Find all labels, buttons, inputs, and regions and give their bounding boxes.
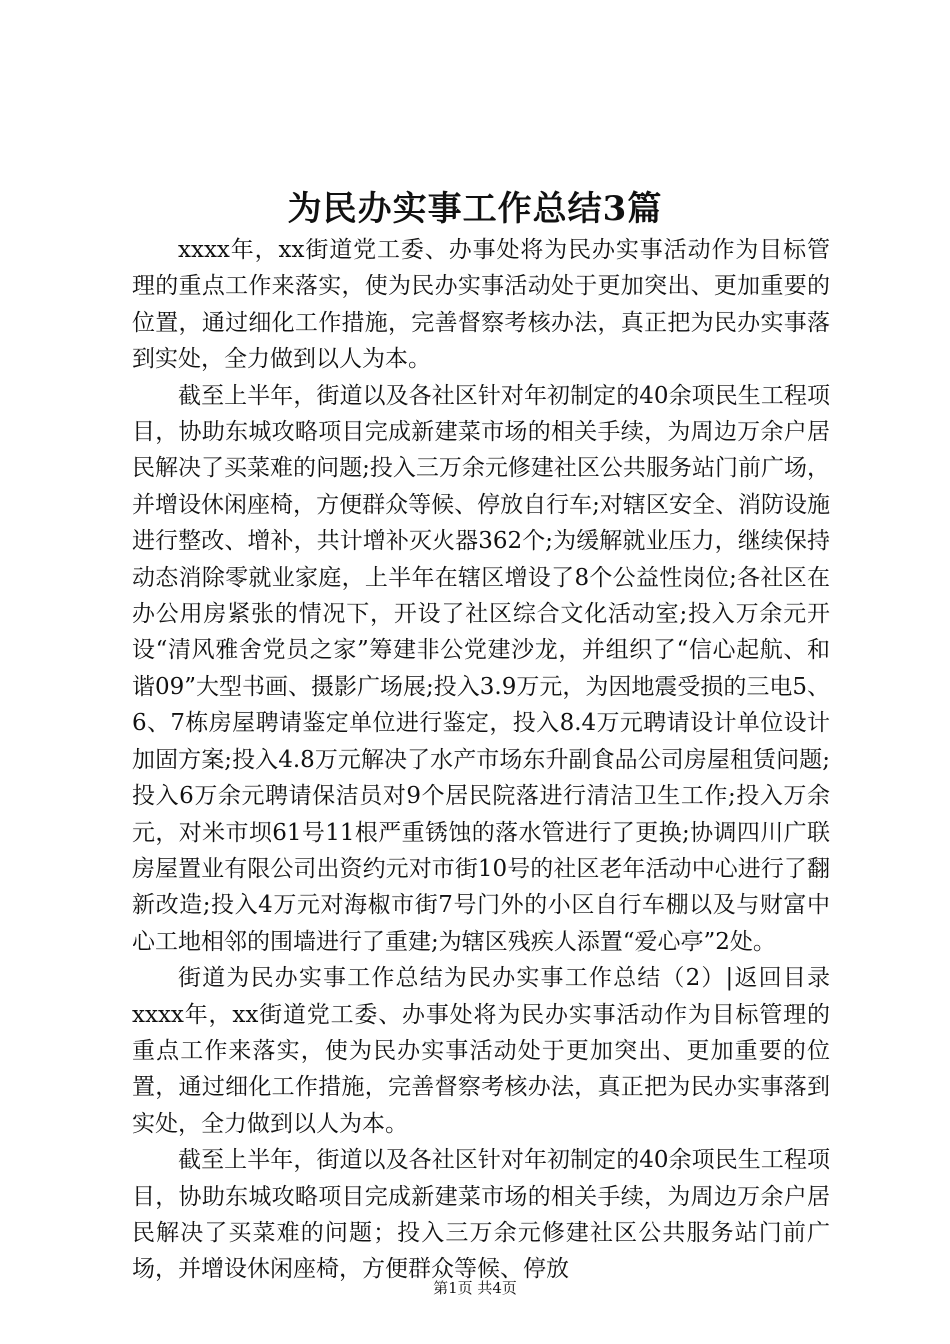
paragraph: 街道为民办实事工作总结为民办实事工作总结（2）|返回目录xxxx年，xx街道党工委、办事处将为民办实事活动作为目标管理的重点工作来落实，使为民办实事活动处于更加突出、更加重要的位置，通过细化工作措施，完善督察考核办法，真正把为民办实事落到实处，全力做到以人为本。 — [132, 965, 830, 1137]
paragraph: 截至上半年，街道以及各社区针对年初制定的40余项民生工程项目，协助东城攻略项目完成新建菜市场的相关手续，为周边万余户居民解决了买菜难的问题；投入三万余元修建社区公共服务站门前广场，并增设休闲座椅，方便群众等候、停放 — [132, 1147, 830, 1283]
paragraph: 截至上半年，街道以及各社区针对年初制定的40余项民生工程项目，协助东城攻略项目完成新建菜市场的相关手续，为周边万余户居民解决了买菜难的问题;投入三万余元修建社区公共服务站门前广场，并增设休闲座椅，方便群众等候、停放自行车;对辖区安全、消防设施进行整改、增补，共计增补灭火器362个;为缓解就业压力，继续保持动态消除零就业家庭，上半年在辖区增设了8个公益性岗位;各社区在办公用房紧张的情况下，开设了社区综合文化活动室;投入万余元开设“清风雅舍党员之家”筹建非公党建沙龙，并组织了“信心起航、和谐09”大型书画、摄影广场展;投入3.9万元，为因地震受损的三电5、6、7栋房屋聘请鉴定单位进行鉴定，投入8.4万元聘请设计单位设计加固方案;投入4.8万元解决了水产市场东升副食品公司房屋租赁问题;投入6万余元聘请保洁员对9个居民院落进行清洁卫生工作;投入万余元，对米市坝61号11根严重锈蚀的落水管进行了更换;协调四川广联房屋置业有限公司出资约元对市街10号的社区老年活动中心进行了翻新改造;投入4万元对海椒市街7号门外的小区自行车棚以及与财富中心工地相邻的围墙进行了重建;为辖区残疾人添置“爱心亭”2处。 — [132, 382, 830, 955]
paragraph: xxxx年，xx街道党工委、办事处将为民办实事活动作为目标管理的重点工作来落实，使为民办实事活动处于更加突出、更加重要的位置，通过细化工作措施，完善督察考核办法，真正把为民办实事落到实处，全力做到以人为本。 — [132, 237, 830, 373]
page-number-footer: 第1页 共4页 — [433, 1279, 517, 1297]
document-title: 为民办实事工作总结3篇 — [287, 189, 663, 229]
document-body — [132, 232, 830, 1288]
